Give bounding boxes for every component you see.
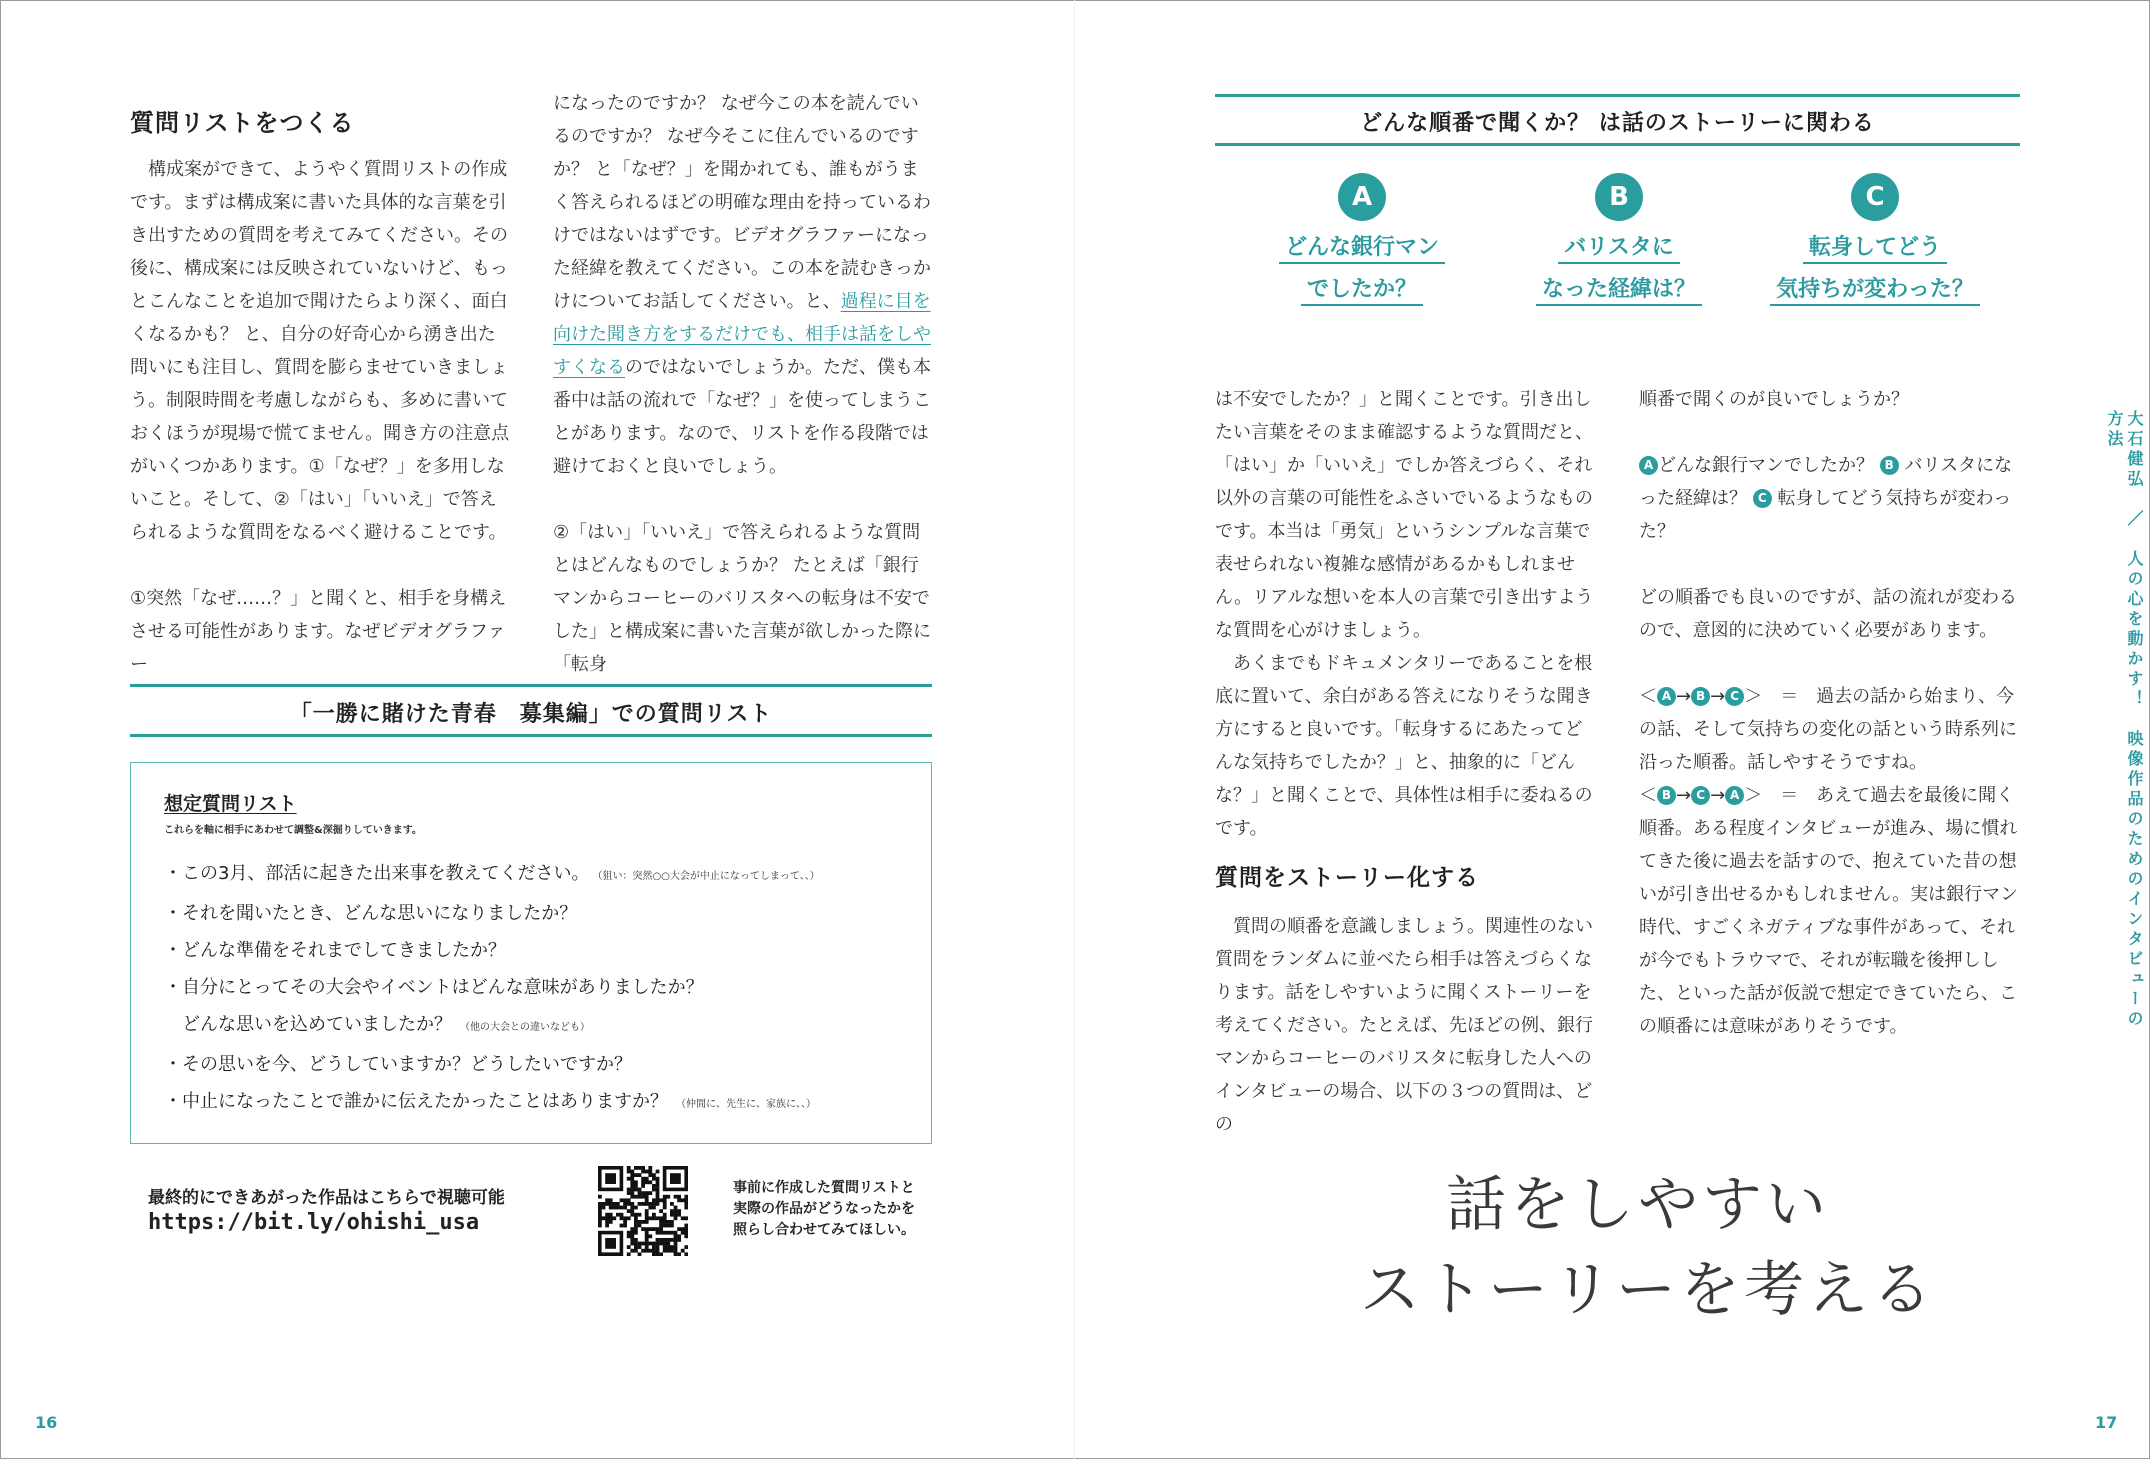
option-a-label	[1242, 227, 1482, 311]
mini-badge-b: B	[1880, 456, 1899, 475]
option-a-badge: A	[1338, 173, 1386, 221]
question-item: ・この3月、部活に起きた出来事を教えてください。 （狙い：突然○○大会が中止になってしまって、、）	[164, 863, 820, 884]
left-column-1	[130, 153, 512, 681]
right-col1-heading: 質問をストーリー化する	[1215, 865, 1479, 891]
question-item: ・自分にとってその大会やイベントはどんな意味がありましたか？	[164, 977, 704, 998]
left-heading: 質問リストをつくる	[130, 109, 355, 137]
option-a-line1: どんな銀行マン	[1279, 235, 1445, 264]
option-b-badge: B	[1595, 173, 1643, 221]
right-col2-para3: どの順番でも良いのですが、話の流れが変わるので、意図的に決めていく必要があります。	[1639, 587, 2017, 641]
footer-note	[733, 1178, 915, 1241]
question-box-subtitle: これらを軸に相手にあわせて調整&深掘りしていきます。	[164, 825, 422, 836]
question-item: ・中止になったことで誰かに伝えたかったことはありますか？ （仲間に、先生に、家族に、、）	[164, 1091, 816, 1112]
page-number-right: 17	[2095, 1413, 2118, 1432]
question-box-title: 想定質問リスト	[164, 793, 297, 815]
footer-view-text: 最終的にできあがった作品はこちらで視聴可能	[148, 1188, 505, 1208]
right-col2-para2: A どんな銀行マンでしたか？ B バリスタになった経緯は？ C 転身してどう気持ちが変わった？	[1639, 455, 2013, 542]
question-list-box	[130, 762, 932, 1144]
option-c-line2: 気持ちが変わった？	[1770, 277, 1980, 306]
right-column-1	[1215, 383, 1600, 1141]
question-item: ・その思いを今、どうしていますか？どうしたいですか？	[164, 1054, 632, 1075]
question-note: （狙い：突然○○大会が中止になってしまって、、）	[597, 871, 820, 882]
page-number-left: 16	[35, 1413, 58, 1432]
footer-note-line: 事前に作成した質問リストと	[733, 1180, 915, 1196]
left-col1-para2: ①突然「なぜ……？」と聞くと、相手を身構えさせる可能性があります。なぜビデオグラファー	[130, 588, 507, 675]
vertical-running-title: 大石健弘 ／ 人の心を動かす！ 映像作品のためのインタビューの方法	[2105, 410, 2144, 1030]
option-c-label	[1740, 227, 2010, 311]
mini-badge-c: C	[1691, 786, 1710, 805]
right-col1-para3: 質問の順番を意識しましょう。関連性のない質問をランダムに並べたら相手は答えづらくなります。話をしやすいように聞くストーリーを考えてください。たとえば、先ほどの例、銀行マンからコーヒーのバリスタに転身した人へのインタビューの場合、以下の３つの質問は、どの	[1215, 916, 1593, 1135]
left-col2-para1: になったのですか？ なぜ今この本を読んでいるのですか？ なぜ今そこに住んでいるのですか？ と「なぜ？」を聞かれても、誰もがうまく答えられるほどの明確な理由を持っているわけではないはずです。ビデオグラファーになった経緯を教えてください。この本を読むきっかけについてお話してください。と、過程に目を向けた聞き方をするだけでも、相手は話をしやすくなるのではないでしょうか。ただ、僕も本番中は話の流れで「なぜ？」を使ってしまうことがあります。なので、リストを作る段階では避けておくと良いでしょう。	[553, 93, 931, 477]
right-section-rule-top	[1215, 94, 2020, 97]
option-c-badge: C	[1851, 173, 1899, 221]
order-abc: ＜ A → B → C ＞ ＝ 過去の話から始まり、今の話、そして気持ちの変化の話という時系列に沿った順番。話しやすそうですね。	[1639, 686, 2017, 773]
footer-url[interactable]: https://bit.ly/ohishi_usa	[148, 1210, 480, 1235]
right-col1-para2: あくまでもドキュメンタリーであることを根底に置いて、余白がある答えになりそうな聞き方にすると良いです。「転身するにあたってどんな気持ちでしたか？」と、抽象的に「どんな？」と聞くことで、具体性は相手に委ねるのです。	[1215, 653, 1593, 839]
section-rule-bottom	[130, 734, 932, 737]
question-note: （他の大会との違いなども）	[460, 1022, 590, 1033]
mini-badge-c: C	[1753, 489, 1772, 508]
option-b-line2: なった経緯は？	[1536, 277, 1702, 306]
right-col2-para1: 順番で聞くのが良いでしょうか？	[1639, 389, 1909, 410]
spine	[1074, 0, 1075, 1459]
left-col1-para1: 構成案ができて、ようやく質問リストの作成です。まずは構成案に書いた具体的な言葉を引き出すための質問を考えてみてください。その後に、構成案には反映されていないけど、もっとこんなことを追加で聞けたらより深く、面白くなるかも？ と、自分の好奇心から湧き出た問いにも注目し、質問を膨らませていきましょう。制限時間を考慮しながらも、多めに書いておくほうが現場で慌てません。聞き方の注意点がいくつかあります。①「なぜ？」を多用しないこと。そして、②「はい」「いいえ」で答えられるような質問をなるべく避けることです。	[130, 159, 510, 543]
mini-badge-b: B	[1691, 687, 1710, 706]
question-list-section-title: 「一勝に賭けた青春 募集編」での質問リスト	[289, 702, 773, 727]
section-rule-top	[130, 684, 932, 687]
mini-badge-a: A	[1725, 786, 1744, 805]
option-b-label	[1499, 227, 1739, 311]
right-section-rule-bottom	[1215, 143, 2020, 146]
emphasis-link: 過程に目を向けた聞き方をするだけでも、相手は話をしやすくなる	[553, 291, 931, 378]
question-note: （仲間に、先生に、家族に、、）	[676, 1099, 816, 1110]
order-section-title: どんな順番で聞くか？ は話のストーリーに関わる	[1360, 111, 1875, 136]
question-item: ・それを聞いたとき、どんな思いになりましたか？	[164, 903, 578, 924]
option-c-line1: 転身してどう	[1803, 235, 1947, 264]
footer-note-line: 照らし合わせてみてほしい。	[733, 1222, 915, 1238]
qr-code-icon[interactable]	[598, 1166, 688, 1256]
question-item: どんな思いを込めていましたか？ （他の大会との違いなども）	[164, 1014, 590, 1035]
question-item: ・どんな準備をそれまでしてきましたか？	[164, 940, 506, 961]
left-column-2	[553, 87, 935, 681]
left-col2-para2: ②「はい」「いいえ」で答えられるような質問とはどんなものでしょうか？ たとえば「銀行マンからコーヒーのバリスタへの転身は不安でした」と構成案に書いた言葉が欲しかった際に「転身	[553, 522, 931, 675]
order-bca: ＜ B → C → A ＞ ＝ あえて過去を最後に聞く順番。ある程度インタビューが進み、場に慣れてきた後に過去を話すので、抱えていた昔の想いが引き出せるかもしれません。実は銀行マン時代、すごくネガティブな事件があって、それが今でもトラウマで、それが転職を後押しした、といった話が仮説で想定できていたら、この順番には意味がありそうです。	[1639, 785, 2019, 1037]
right-col1-para1: は不安でしたか？」と聞くことです。引き出したい言葉をそのまま確認するような質問だと、「はい」か「いいえ」でしか答えづらく、それ以外の言葉の可能性をふさいでいるようなものです。本当は「勇気」というシンプルな言葉で表せられない複雑な感情があるかもしれません。リアルな想いを本人の言葉で引き出すような質問を心がけましょう。	[1215, 389, 1594, 641]
option-b-line1: バリスタに	[1558, 235, 1680, 264]
mini-badge-a: A	[1657, 687, 1676, 706]
mini-badge-b: B	[1657, 786, 1676, 805]
mini-badge-a: A	[1639, 456, 1658, 475]
mini-badge-c: C	[1725, 687, 1744, 706]
big-title-line1: 話をしやすい	[1446, 1170, 1830, 1240]
option-a-line2: でしたか？	[1301, 277, 1423, 306]
footer-note-line: 実際の作品がどうなったかを	[733, 1201, 915, 1217]
question-items	[164, 855, 820, 1123]
right-column-2	[1639, 383, 2024, 1043]
big-title-line2: ストーリーを考える	[1360, 1255, 1936, 1325]
